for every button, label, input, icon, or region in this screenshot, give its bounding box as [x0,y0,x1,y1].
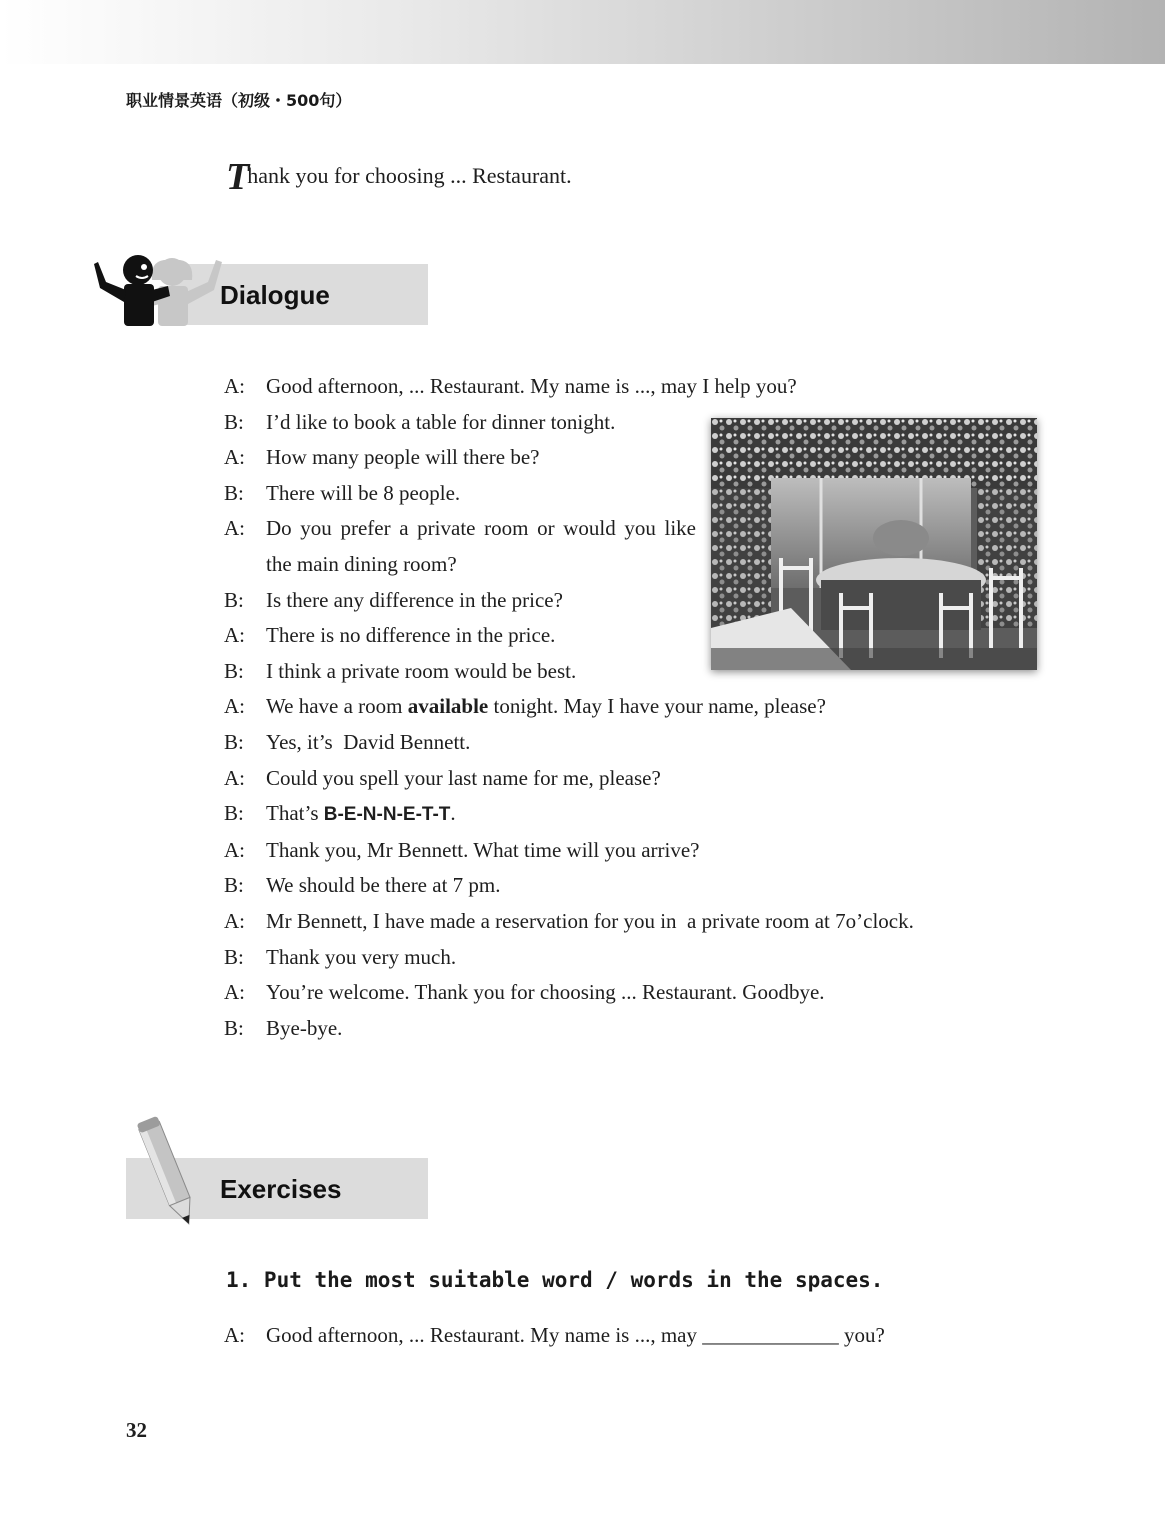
dialogue-line [224,833,1024,869]
line-text: I think a private room would be best. [266,658,577,683]
speaker-label: B: [224,587,244,612]
exercises-title: Exercises [220,1174,342,1204]
line-text: You’re welcome. Thank you for choosing ... Restaurant. Goodbye. [266,980,825,1005]
dialogue-line [224,975,1024,1011]
speaker-label: A: [224,908,245,933]
drop-cap: T [226,156,248,198]
line-text: We should be there at 7 pm. [266,873,501,898]
line-text: I’d like to book a table for dinner tonight. [266,409,616,434]
book-title: 职业情景英语（初级・500句） [126,91,352,110]
line-text: Bye-bye. [266,1015,343,1040]
speaker-label: B: [224,729,244,754]
speaker-label: B: [224,801,244,826]
speaker-label: B: [224,409,244,434]
speaker-label: A: [224,1323,245,1347]
line-text: Mr Bennett, I have made a reservation for you in a private room at 7o’clock. [266,908,914,933]
dialogue-line [224,1011,1024,1047]
line-text: Could you spell your last name for me, please? [266,765,661,790]
speaker-label: B: [224,1015,244,1040]
restaurant-dining-room-photo [711,418,1037,670]
spelled-name: B-E-N-N-E-T-T [323,804,451,826]
speaker-label: A: [224,445,245,470]
line-text: That’s B-E-N-N-E-T-T. [266,801,456,826]
speaker-label: A: [224,623,245,648]
speaker-label: B: [224,873,244,898]
speaker-label: B: [224,658,244,683]
dialogue-line [224,940,1024,976]
line-text: There will be 8 people. [266,480,461,505]
dialogue-line [224,369,1024,405]
dialogue-line [224,904,1024,940]
line-text: Is there any difference in the price? [266,587,563,612]
line-text: Good afternoon, ... Restaurant. My name is ..., may I help you? [266,374,797,398]
fill-in-blank-text: Good afternoon, ... Restaurant. My name is ..., may _____________ you? [266,1323,885,1347]
speaker-label: A: [224,374,245,398]
speaker-label: B: [224,944,244,969]
speaker-label: A: [224,516,245,541]
line-text: Thank you, Mr Bennett. What time will you arrive? [266,837,700,862]
dialogue-line [224,761,1024,797]
line-text: How many people will there be? [266,445,540,470]
speaker-label: A: [224,837,245,862]
speaker-label: A: [224,694,245,719]
speaker-label: A: [224,765,245,790]
exercise-instruction: 1. Put the most suitable word / words in the spaces. [226,1268,884,1292]
vocabulary-word: available [407,694,489,719]
line-text: Yes, it’s David Bennett. [266,729,471,754]
dialogue-line [224,868,1024,904]
header-gradient-band [0,0,1165,64]
dialogue-title: Dialogue [220,280,330,310]
pencil-icon [136,1116,200,1234]
line-text: Do you prefer a private room or would you like the main dining room? [266,516,696,576]
intro-sentence [226,158,572,196]
intro-text: hank you for choosing ... Restaurant. [247,163,572,188]
line-text: There is no difference in the price. [266,623,556,648]
two-people-icon [94,252,224,328]
line-text: We have a room available tonight. May I have your name, please? [266,694,826,719]
dialogue-line [224,725,1024,761]
page-number: 32 [126,1418,147,1442]
dialogue-line [224,796,1024,833]
speaker-label: A: [224,980,245,1005]
speaker-label: B: [224,480,244,505]
exercise-item [224,1318,1024,1354]
dialogue-line [224,689,1024,725]
line-text: Thank you very much. [266,944,457,969]
